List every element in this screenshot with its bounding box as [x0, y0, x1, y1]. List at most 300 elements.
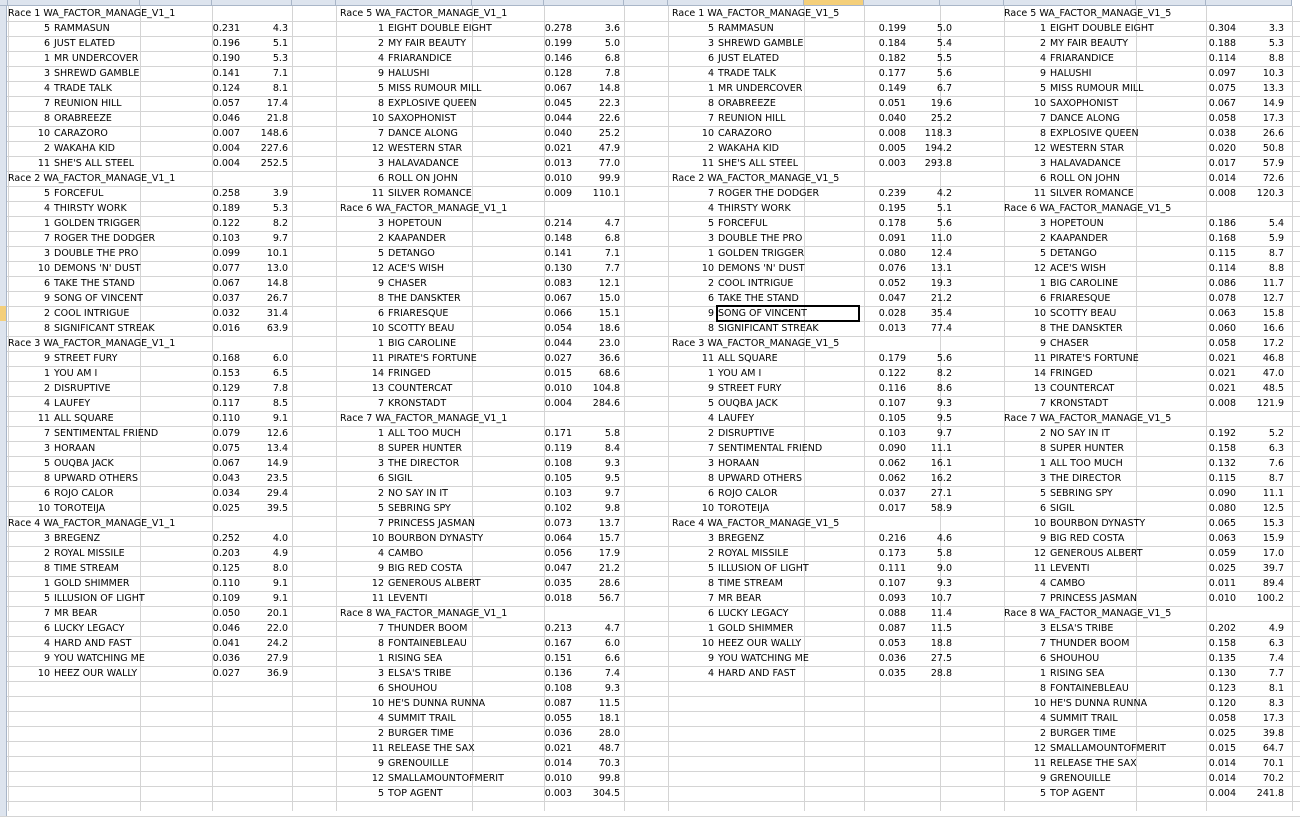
runner-name-cell[interactable]: RAMMASUN: [54, 23, 110, 34]
probability-cell[interactable]: 0.103: [212, 233, 240, 244]
probability-cell[interactable]: 0.021: [1208, 383, 1236, 394]
odds-cell[interactable]: 4.2: [936, 188, 952, 199]
probability-cell[interactable]: 0.158: [1208, 638, 1236, 649]
odds-cell[interactable]: 46.8: [1262, 353, 1284, 364]
runner-name-cell[interactable]: CHASER: [1050, 338, 1089, 349]
runner-number-cell[interactable]: 5: [43, 23, 50, 34]
probability-cell[interactable]: 0.119: [544, 443, 572, 454]
probability-cell[interactable]: 0.278: [544, 23, 572, 34]
runner-name-cell[interactable]: GRENOUILLE: [1050, 773, 1111, 784]
runner-number-cell[interactable]: 4: [43, 83, 50, 94]
runner-number-cell[interactable]: 1: [377, 338, 384, 349]
probability-cell[interactable]: 0.067: [1208, 98, 1236, 109]
race-header-cell[interactable]: Race 2 WA_FACTOR_MANAGE_V1_1: [8, 173, 176, 184]
probability-cell[interactable]: 0.117: [212, 398, 240, 409]
runner-number-cell[interactable]: 11: [1033, 353, 1046, 364]
runner-name-cell[interactable]: SAXOPHONIST: [1050, 98, 1119, 109]
runner-number-cell[interactable]: 2: [1039, 233, 1046, 244]
runner-name-cell[interactable]: ROGER THE DODGER: [718, 188, 820, 199]
runner-name-cell[interactable]: BOURBON DYNASTY: [388, 533, 484, 544]
odds-cell[interactable]: 63.9: [266, 323, 288, 334]
row-header[interactable]: [0, 756, 7, 771]
runner-name-cell[interactable]: BURGER TIME: [388, 728, 454, 739]
runner-name-cell[interactable]: MR BEAR: [54, 608, 98, 619]
runner-number-cell[interactable]: 14: [371, 368, 384, 379]
runner-name-cell[interactable]: YOU AM I: [718, 368, 762, 379]
runner-name-cell[interactable]: LEVENTI: [388, 593, 428, 604]
probability-cell[interactable]: 0.063: [1208, 533, 1236, 544]
probability-cell[interactable]: 0.047: [878, 293, 906, 304]
odds-cell[interactable]: 4.9: [1268, 623, 1284, 634]
probability-cell[interactable]: 0.062: [878, 473, 906, 484]
odds-cell[interactable]: 5.9: [1268, 233, 1284, 244]
probability-cell[interactable]: 0.252: [212, 533, 240, 544]
probability-cell[interactable]: 0.199: [878, 23, 906, 34]
runner-number-cell[interactable]: 7: [707, 113, 714, 124]
probability-cell[interactable]: 0.036: [212, 653, 240, 664]
odds-cell[interactable]: 8.8: [1268, 53, 1284, 64]
runner-number-cell[interactable]: 11: [1033, 188, 1046, 199]
odds-cell[interactable]: 22.0: [266, 623, 288, 634]
runner-name-cell[interactable]: FONTAINEBLEAU: [1050, 683, 1129, 694]
probability-cell[interactable]: 0.044: [544, 113, 572, 124]
odds-cell[interactable]: 13.3: [1262, 83, 1284, 94]
probability-cell[interactable]: 0.136: [544, 668, 572, 679]
odds-cell[interactable]: 16.2: [930, 473, 952, 484]
probability-cell[interactable]: 0.129: [212, 383, 240, 394]
probability-cell[interactable]: 0.021: [544, 143, 572, 154]
runner-name-cell[interactable]: THUNDER BOOM: [388, 623, 468, 634]
column-header[interactable]: [624, 0, 668, 6]
odds-cell[interactable]: 227.6: [260, 143, 288, 154]
runner-number-cell[interactable]: 3: [377, 158, 384, 169]
runner-number-cell[interactable]: 10: [701, 638, 714, 649]
odds-cell[interactable]: 17.0: [1262, 548, 1284, 559]
odds-cell[interactable]: 7.8: [604, 68, 620, 79]
probability-cell[interactable]: 0.077: [212, 263, 240, 274]
runner-name-cell[interactable]: MISS RUMOUR MILL: [1050, 83, 1144, 94]
column-header[interactable]: [1206, 0, 1292, 6]
runner-number-cell[interactable]: 5: [1039, 248, 1046, 259]
runner-number-cell[interactable]: 4: [1039, 713, 1046, 724]
runner-number-cell[interactable]: 3: [43, 68, 50, 79]
runner-name-cell[interactable]: ROJO CALOR: [718, 488, 778, 499]
runner-number-cell[interactable]: 9: [377, 278, 384, 289]
runner-name-cell[interactable]: TIME STREAM: [718, 578, 783, 589]
runner-name-cell[interactable]: HEEZ OUR WALLY: [54, 668, 138, 679]
runner-name-cell[interactable]: FRIARANDICE: [1050, 53, 1114, 64]
probability-cell[interactable]: 0.020: [1208, 143, 1236, 154]
odds-cell[interactable]: 5.6: [936, 353, 952, 364]
runner-name-cell[interactable]: NO SAY IN IT: [1050, 428, 1110, 439]
probability-cell[interactable]: 0.075: [1208, 83, 1236, 94]
probability-cell[interactable]: 0.231: [212, 23, 240, 34]
odds-cell[interactable]: 36.6: [598, 353, 620, 364]
odds-cell[interactable]: 4.6: [936, 533, 952, 544]
odds-cell[interactable]: 8.0: [272, 563, 288, 574]
odds-cell[interactable]: 9.3: [936, 398, 952, 409]
runner-name-cell[interactable]: JUST ELATED: [718, 53, 780, 64]
runner-name-cell[interactable]: MR UNDERCOVER: [718, 83, 803, 94]
runner-name-cell[interactable]: THE DIRECTOR: [388, 458, 460, 469]
runner-name-cell[interactable]: TAKE THE STAND: [718, 293, 799, 304]
probability-cell[interactable]: 0.090: [1208, 488, 1236, 499]
runner-number-cell[interactable]: 1: [43, 578, 50, 589]
odds-cell[interactable]: 5.5: [936, 53, 952, 64]
runner-number-cell[interactable]: 12: [1033, 548, 1046, 559]
odds-cell[interactable]: 121.9: [1256, 398, 1284, 409]
runner-number-cell[interactable]: 11: [37, 413, 50, 424]
row-header[interactable]: [0, 6, 7, 21]
probability-cell[interactable]: 0.116: [878, 383, 906, 394]
odds-cell[interactable]: 5.3: [1268, 38, 1284, 49]
probability-cell[interactable]: 0.239: [878, 188, 906, 199]
runner-name-cell[interactable]: SHREWD GAMBLE: [54, 68, 140, 79]
odds-cell[interactable]: 9.3: [604, 683, 620, 694]
odds-cell[interactable]: 14.8: [266, 278, 288, 289]
odds-cell[interactable]: 27.1: [930, 488, 952, 499]
odds-cell[interactable]: 9.8: [604, 503, 620, 514]
runner-number-cell[interactable]: 4: [377, 53, 384, 64]
probability-cell[interactable]: 0.115: [1208, 473, 1236, 484]
probability-cell[interactable]: 0.010: [544, 383, 572, 394]
runner-name-cell[interactable]: HARD AND FAST: [54, 638, 132, 649]
probability-cell[interactable]: 0.058: [1208, 113, 1236, 124]
odds-cell[interactable]: 3.9: [272, 188, 288, 199]
runner-name-cell[interactable]: GOLDEN TRIGGER: [718, 248, 805, 259]
odds-cell[interactable]: 24.2: [266, 638, 288, 649]
probability-cell[interactable]: 0.047: [544, 563, 572, 574]
runner-number-cell[interactable]: 9: [707, 383, 714, 394]
race-header-cell[interactable]: Race 4 WA_FACTOR_MANAGE_V1_5: [672, 518, 840, 529]
odds-cell[interactable]: 293.8: [924, 158, 952, 169]
odds-cell[interactable]: 70.2: [1262, 773, 1284, 784]
odds-cell[interactable]: 28.0: [598, 728, 620, 739]
runner-number-cell[interactable]: 2: [43, 143, 50, 154]
race-header-cell[interactable]: Race 7 WA_FACTOR_MANAGE_V1_5: [1004, 413, 1172, 424]
odds-cell[interactable]: 25.2: [930, 113, 952, 124]
runner-name-cell[interactable]: TOP AGENT: [1050, 788, 1105, 799]
runner-name-cell[interactable]: BIG CAROLINE: [388, 338, 457, 349]
runner-name-cell[interactable]: WAKAHA KID: [718, 143, 779, 154]
runner-number-cell[interactable]: 7: [377, 128, 384, 139]
row-header[interactable]: [0, 171, 7, 186]
probability-cell[interactable]: 0.080: [1208, 503, 1236, 514]
runner-number-cell[interactable]: 9: [1039, 533, 1046, 544]
runner-name-cell[interactable]: EXPLOSIVE QUEEN: [388, 98, 477, 109]
odds-cell[interactable]: 10.3: [1262, 68, 1284, 79]
probability-cell[interactable]: 0.044: [544, 338, 572, 349]
runner-name-cell[interactable]: HORAAN: [718, 458, 760, 469]
column-header[interactable]: [292, 0, 336, 6]
runner-number-cell[interactable]: 12: [371, 143, 384, 154]
odds-cell[interactable]: 8.2: [936, 368, 952, 379]
odds-cell[interactable]: 13.7: [598, 518, 620, 529]
odds-cell[interactable]: 26.6: [1262, 128, 1284, 139]
odds-cell[interactable]: 7.6: [1268, 458, 1284, 469]
odds-cell[interactable]: 6.8: [604, 233, 620, 244]
runner-name-cell[interactable]: ORABREEZE: [718, 98, 776, 109]
race-header-cell[interactable]: Race 8 WA_FACTOR_MANAGE_V1_1: [340, 608, 508, 619]
odds-cell[interactable]: 4.7: [604, 218, 620, 229]
race-header-cell[interactable]: Race 5 WA_FACTOR_MANAGE_V1_1: [340, 8, 508, 19]
probability-cell[interactable]: 0.214: [544, 218, 572, 229]
runner-number-cell[interactable]: 7: [707, 593, 714, 604]
probability-cell[interactable]: 0.067: [212, 458, 240, 469]
runner-number-cell[interactable]: 10: [1033, 698, 1046, 709]
odds-cell[interactable]: 7.8: [272, 383, 288, 394]
runner-name-cell[interactable]: MISS RUMOUR MILL: [388, 83, 482, 94]
runner-number-cell[interactable]: 7: [377, 623, 384, 634]
runner-name-cell[interactable]: TOROTEIJA: [718, 503, 770, 514]
runner-name-cell[interactable]: EXPLOSIVE QUEEN: [1050, 128, 1139, 139]
odds-cell[interactable]: 23.0: [598, 338, 620, 349]
runner-name-cell[interactable]: HORAAN: [54, 443, 96, 454]
odds-cell[interactable]: 3.3: [1268, 23, 1284, 34]
odds-cell[interactable]: 89.4: [1262, 578, 1284, 589]
probability-cell[interactable]: 0.021: [1208, 368, 1236, 379]
runner-number-cell[interactable]: 8: [377, 98, 384, 109]
probability-cell[interactable]: 0.108: [544, 458, 572, 469]
probability-cell[interactable]: 0.202: [1208, 623, 1236, 634]
runner-number-cell[interactable]: 8: [1039, 683, 1046, 694]
probability-cell[interactable]: 0.018: [544, 593, 572, 604]
runner-name-cell[interactable]: UPWARD OTHERS: [54, 473, 139, 484]
odds-cell[interactable]: 29.4: [266, 488, 288, 499]
runner-number-cell[interactable]: 9: [1039, 338, 1046, 349]
odds-cell[interactable]: 194.2: [924, 143, 952, 154]
probability-cell[interactable]: 0.179: [878, 353, 906, 364]
runner-name-cell[interactable]: SAXOPHONIST: [388, 113, 457, 124]
odds-cell[interactable]: 36.9: [266, 668, 288, 679]
runner-number-cell[interactable]: 4: [377, 548, 384, 559]
odds-cell[interactable]: 72.6: [1262, 173, 1284, 184]
probability-cell[interactable]: 0.149: [878, 83, 906, 94]
probability-cell[interactable]: 0.015: [1208, 743, 1236, 754]
runner-number-cell[interactable]: 10: [701, 263, 714, 274]
odds-cell[interactable]: 11.0: [930, 233, 952, 244]
odds-cell[interactable]: 7.1: [272, 68, 288, 79]
runner-name-cell[interactable]: DEMONS 'N' DUST: [54, 263, 141, 274]
probability-cell[interactable]: 0.125: [212, 563, 240, 574]
runner-number-cell[interactable]: 11: [37, 158, 50, 169]
runner-name-cell[interactable]: FORCEFUL: [718, 218, 768, 229]
runner-name-cell[interactable]: HALUSHI: [388, 68, 430, 79]
probability-cell[interactable]: 0.091: [878, 233, 906, 244]
odds-cell[interactable]: 7.4: [604, 668, 620, 679]
probability-cell[interactable]: 0.115: [1208, 248, 1236, 259]
runner-number-cell[interactable]: 6: [43, 488, 50, 499]
runner-number-cell[interactable]: 8: [43, 563, 50, 574]
runner-name-cell[interactable]: MR UNDERCOVER: [54, 53, 139, 64]
odds-cell[interactable]: 6.3: [1268, 638, 1284, 649]
probability-cell[interactable]: 0.151: [544, 653, 572, 664]
runner-name-cell[interactable]: FONTAINEBLEAU: [388, 638, 467, 649]
odds-cell[interactable]: 22.3: [598, 98, 620, 109]
runner-name-cell[interactable]: THE DANSKTER: [388, 293, 461, 304]
probability-cell[interactable]: 0.103: [878, 428, 906, 439]
runner-name-cell[interactable]: OUQBA JACK: [54, 458, 114, 469]
probability-cell[interactable]: 0.021: [544, 743, 572, 754]
runner-name-cell[interactable]: HALAVADANCE: [1050, 158, 1121, 169]
runner-name-cell[interactable]: HOPETOUN: [388, 218, 442, 229]
odds-cell[interactable]: 21.2: [930, 293, 952, 304]
odds-cell[interactable]: 19.3: [930, 278, 952, 289]
odds-cell[interactable]: 15.1: [598, 308, 620, 319]
runner-name-cell[interactable]: SILVER ROMANCE: [388, 188, 472, 199]
odds-cell[interactable]: 17.9: [598, 548, 620, 559]
probability-cell[interactable]: 0.090: [878, 443, 906, 454]
runner-number-cell[interactable]: 8: [707, 578, 714, 589]
runner-number-cell[interactable]: 7: [707, 188, 714, 199]
runner-name-cell[interactable]: THE DANSKTER: [1050, 323, 1123, 334]
probability-cell[interactable]: 0.132: [1208, 458, 1236, 469]
probability-cell[interactable]: 0.014: [544, 758, 572, 769]
odds-cell[interactable]: 3.6: [604, 23, 620, 34]
probability-cell[interactable]: 0.037: [878, 488, 906, 499]
odds-cell[interactable]: 5.0: [936, 23, 952, 34]
runner-number-cell[interactable]: 4: [707, 413, 714, 424]
runner-number-cell[interactable]: 9: [1039, 773, 1046, 784]
odds-cell[interactable]: 10.7: [930, 593, 952, 604]
runner-name-cell[interactable]: LUCKY LEGACY: [54, 623, 125, 634]
runner-number-cell[interactable]: 3: [377, 218, 384, 229]
probability-cell[interactable]: 0.004: [212, 143, 240, 154]
runner-number-cell[interactable]: 1: [1039, 278, 1046, 289]
odds-cell[interactable]: 70.1: [1262, 758, 1284, 769]
runner-name-cell[interactable]: PRINCESS JASMAN: [388, 518, 475, 529]
probability-cell[interactable]: 0.304: [1208, 23, 1236, 34]
probability-cell[interactable]: 0.135: [1208, 653, 1236, 664]
probability-cell[interactable]: 0.004: [544, 398, 572, 409]
runner-number-cell[interactable]: 4: [707, 68, 714, 79]
probability-cell[interactable]: 0.122: [212, 218, 240, 229]
runner-number-cell[interactable]: 9: [377, 758, 384, 769]
runner-name-cell[interactable]: SIGIL: [1050, 503, 1075, 514]
odds-cell[interactable]: 8.3: [1268, 698, 1284, 709]
probability-cell[interactable]: 0.186: [1208, 218, 1236, 229]
odds-cell[interactable]: 11.1: [1262, 488, 1284, 499]
row-header[interactable]: [0, 336, 7, 351]
probability-cell[interactable]: 0.196: [212, 38, 240, 49]
odds-cell[interactable]: 31.4: [266, 308, 288, 319]
odds-cell[interactable]: 20.1: [266, 608, 288, 619]
row-header[interactable]: [0, 786, 7, 801]
odds-cell[interactable]: 11.5: [598, 698, 620, 709]
runner-name-cell[interactable]: LAUFEY: [718, 413, 755, 424]
runner-number-cell[interactable]: 1: [43, 218, 50, 229]
odds-cell[interactable]: 8.7: [1268, 473, 1284, 484]
runner-number-cell[interactable]: 9: [43, 653, 50, 664]
probability-cell[interactable]: 0.167: [544, 638, 572, 649]
runner-name-cell[interactable]: ACE'S WISH: [1050, 263, 1106, 274]
probability-cell[interactable]: 0.110: [212, 578, 240, 589]
odds-cell[interactable]: 120.3: [1256, 188, 1284, 199]
runner-name-cell[interactable]: FRINGED: [1050, 368, 1093, 379]
runner-name-cell[interactable]: SUMMIT TRAIL: [388, 713, 456, 724]
odds-cell[interactable]: 47.0: [1262, 368, 1284, 379]
runner-name-cell[interactable]: SHOUHOU: [1050, 653, 1100, 664]
runner-name-cell[interactable]: SHOUHOU: [388, 683, 438, 694]
race-header-cell[interactable]: Race 2 WA_FACTOR_MANAGE_V1_5: [672, 173, 840, 184]
runner-name-cell[interactable]: HALUSHI: [1050, 68, 1092, 79]
runner-name-cell[interactable]: ELSA'S TRIBE: [1050, 623, 1114, 634]
probability-cell[interactable]: 0.148: [544, 233, 572, 244]
runner-number-cell[interactable]: 11: [701, 353, 714, 364]
odds-cell[interactable]: 6.5: [272, 368, 288, 379]
odds-cell[interactable]: 68.6: [598, 368, 620, 379]
runner-name-cell[interactable]: TOROTEIJA: [54, 503, 106, 514]
runner-name-cell[interactable]: SENTIMENTAL FRIEND: [718, 443, 823, 454]
runner-name-cell[interactable]: SONG OF VINCENT: [718, 308, 807, 319]
runner-number-cell[interactable]: 6: [43, 278, 50, 289]
odds-cell[interactable]: 17.4: [266, 98, 288, 109]
runner-name-cell[interactable]: BIG RED COSTA: [388, 563, 463, 574]
runner-number-cell[interactable]: 2: [707, 428, 714, 439]
runner-name-cell[interactable]: FORCEFUL: [54, 188, 104, 199]
probability-cell[interactable]: 0.168: [212, 353, 240, 364]
runner-number-cell[interactable]: 3: [377, 458, 384, 469]
odds-cell[interactable]: 5.6: [936, 68, 952, 79]
odds-cell[interactable]: 8.1: [1268, 683, 1284, 694]
probability-cell[interactable]: 0.016: [212, 323, 240, 334]
runner-number-cell[interactable]: 5: [377, 503, 384, 514]
runner-number-cell[interactable]: 8: [707, 323, 714, 334]
odds-cell[interactable]: 9.7: [272, 233, 288, 244]
race-header-cell[interactable]: Race 6 WA_FACTOR_MANAGE_V1_5: [1004, 203, 1172, 214]
column-header[interactable]: [864, 0, 940, 6]
odds-cell[interactable]: 8.4: [604, 443, 620, 454]
probability-cell[interactable]: 0.168: [1208, 233, 1236, 244]
runner-number-cell[interactable]: 5: [377, 788, 384, 799]
probability-cell[interactable]: 0.065: [1208, 518, 1236, 529]
runner-name-cell[interactable]: KAAPANDER: [388, 233, 446, 244]
probability-cell[interactable]: 0.067: [544, 293, 572, 304]
runner-name-cell[interactable]: CAMBO: [1050, 578, 1086, 589]
odds-cell[interactable]: 9.7: [936, 428, 952, 439]
runner-name-cell[interactable]: ROLL ON JOHN: [1050, 173, 1120, 184]
race-header-cell[interactable]: Race 3 WA_FACTOR_MANAGE_V1_5: [672, 338, 840, 349]
runner-name-cell[interactable]: COOL INTRIGUE: [54, 308, 130, 319]
odds-cell[interactable]: 13.1: [930, 263, 952, 274]
odds-cell[interactable]: 304.5: [592, 788, 620, 799]
probability-cell[interactable]: 0.003: [544, 788, 572, 799]
runner-name-cell[interactable]: CHASER: [388, 278, 427, 289]
odds-cell[interactable]: 8.5: [272, 398, 288, 409]
runner-number-cell[interactable]: 8: [1039, 128, 1046, 139]
odds-cell[interactable]: 241.8: [1256, 788, 1284, 799]
runner-number-cell[interactable]: 6: [1039, 653, 1046, 664]
runner-number-cell[interactable]: 14: [1033, 368, 1046, 379]
runner-name-cell[interactable]: BIG CAROLINE: [1050, 278, 1119, 289]
runner-number-cell[interactable]: 4: [43, 638, 50, 649]
runner-number-cell[interactable]: 2: [43, 548, 50, 559]
runner-name-cell[interactable]: CARAZORO: [54, 128, 108, 139]
runner-number-cell[interactable]: 1: [377, 653, 384, 664]
runner-number-cell[interactable]: 8: [43, 473, 50, 484]
runner-name-cell[interactable]: SHE'S ALL STEEL: [54, 158, 135, 169]
runner-name-cell[interactable]: HE'S DUNNA RUNNA: [1050, 698, 1148, 709]
probability-cell[interactable]: 0.105: [878, 413, 906, 424]
probability-cell[interactable]: 0.014: [1208, 773, 1236, 784]
runner-name-cell[interactable]: HOPETOUN: [1050, 218, 1104, 229]
runner-number-cell[interactable]: 7: [43, 428, 50, 439]
probability-cell[interactable]: 0.037: [212, 293, 240, 304]
probability-cell[interactable]: 0.050: [212, 608, 240, 619]
runner-name-cell[interactable]: ROJO CALOR: [54, 488, 114, 499]
odds-cell[interactable]: 25.2: [598, 128, 620, 139]
odds-cell[interactable]: 6.0: [272, 353, 288, 364]
